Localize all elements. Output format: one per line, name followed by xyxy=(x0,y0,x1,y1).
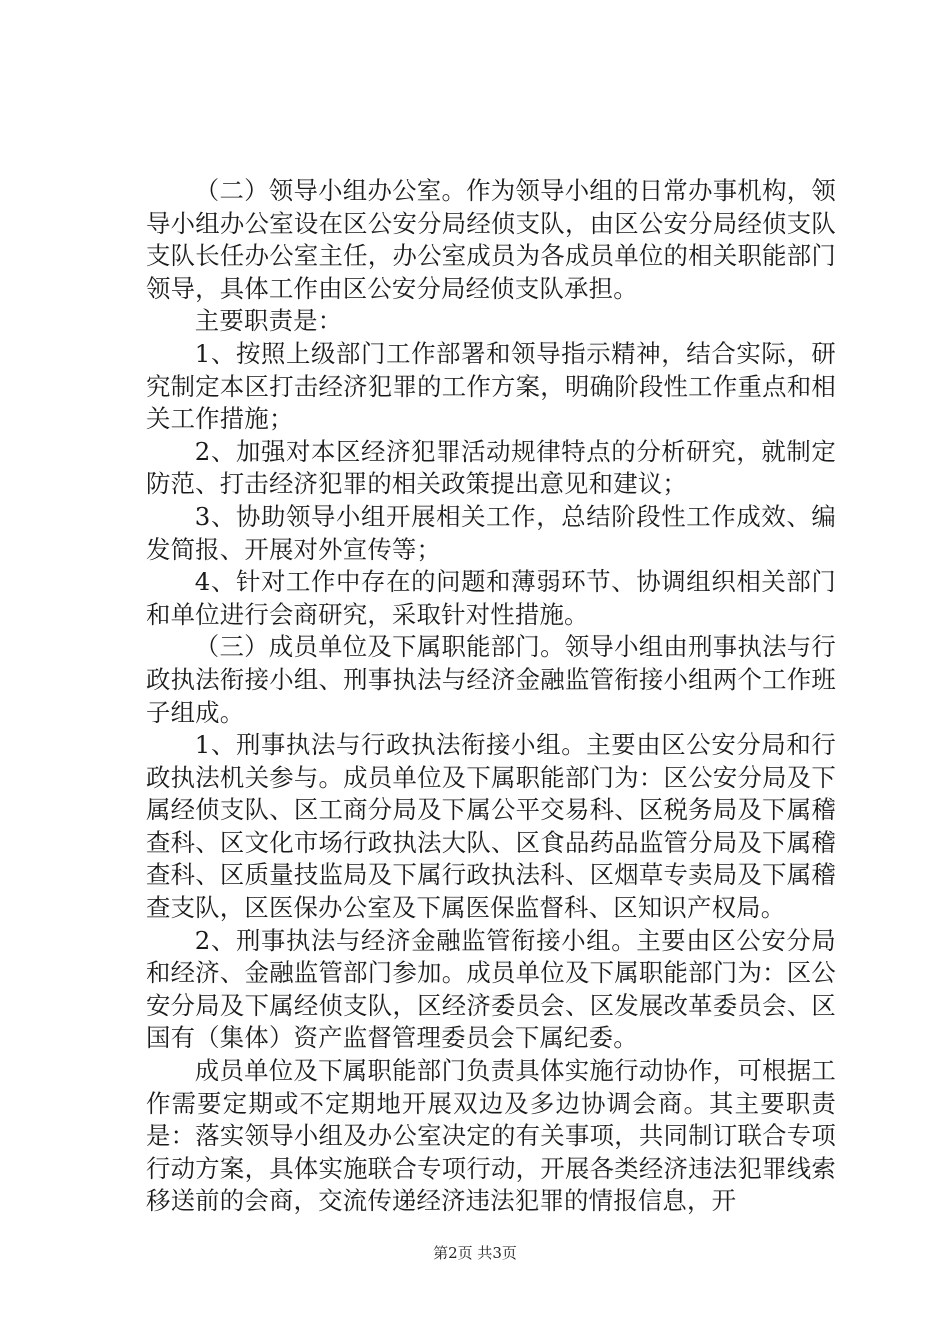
paragraph-office-section: （二）领导小组办公室。作为领导小组的日常办事机构，领导小组办公室设在区公安分局经侦支队，由区公安分局经侦支队支队长任办公室主任，办公室成员为各成员单位的相关职能部门领导，具体工作由区公安分局经侦支队承担。 xyxy=(146,176,836,303)
paragraph-duty-2: 2、加强对本区经济犯罪活动规律特点的分析研究，就制定防范、打击经济犯罪的相关政策提出意见和建议； xyxy=(146,436,836,499)
paragraph-finance-supervision-group: 2、刑事执法与经济金融监管衔接小组。主要由区公安分局和经济、金融监管部门参加。成员单位及下属职能部门为：区公安分局及下属经侦支队，区经济委员会、区发展改革委员会、区国有（集体）资产监督管理委员会下属纪委。 xyxy=(146,925,836,1053)
paragraph-member-units-duties: 成员单位及下属职能部门负责具体实施行动协作，可根据工作需要定期或不定期地开展双边及多边协调会商。其主要职责是：落实领导小组及办公室决定的有关事项，共同制订联合专项行动方案，具体实施联合专项行动，开展各类经济违法犯罪线索移送前的会商，交流传递经济违法犯罪的情报信息，开 xyxy=(146,1056,836,1216)
paragraph-main-duties-heading: 主要职责是： xyxy=(194,306,343,336)
paragraph-duty-3: 3、协助领导小组开展相关工作，总结阶段性工作成效、编发简报、开展对外宣传等； xyxy=(146,501,836,564)
paragraph-admin-law-group: 1、刑事执法与行政执法衔接小组。主要由区公安分局和行政执法机关参与。成员单位及下属职能部门为：区公安分局及下属经侦支队、区工商分局及下属公平交易科、区税务局及下属稽查科、区文化市场行政执法大队、区食品药品监管分局及下属稽查科、区质量技监局及下属行政执法科、区烟草专卖局及下属稽查支队，区医保办公室及下属医保监督科、区知识产权局。 xyxy=(146,730,836,923)
paragraph-duty-1: 1、按照上级部门工作部署和领导指示精神，结合实际，研究制定本区打击经济犯罪的工作方案，明确阶段性工作重点和相关工作措施； xyxy=(146,338,836,434)
document-body xyxy=(146,175,836,1218)
page-number-footer: 第2页 共3页 xyxy=(433,1244,517,1262)
paragraph-duty-4: 4、针对工作中存在的问题和薄弱环节、协调组织相关部门和单位进行会商研究，采取针对性措施。 xyxy=(146,567,836,629)
paragraph-member-units-section: （三）成员单位及下属职能部门。领导小组由刑事执法与行政执法衔接小组、刑事执法与经济金融监管衔接小组两个工作班子组成。 xyxy=(146,632,836,727)
